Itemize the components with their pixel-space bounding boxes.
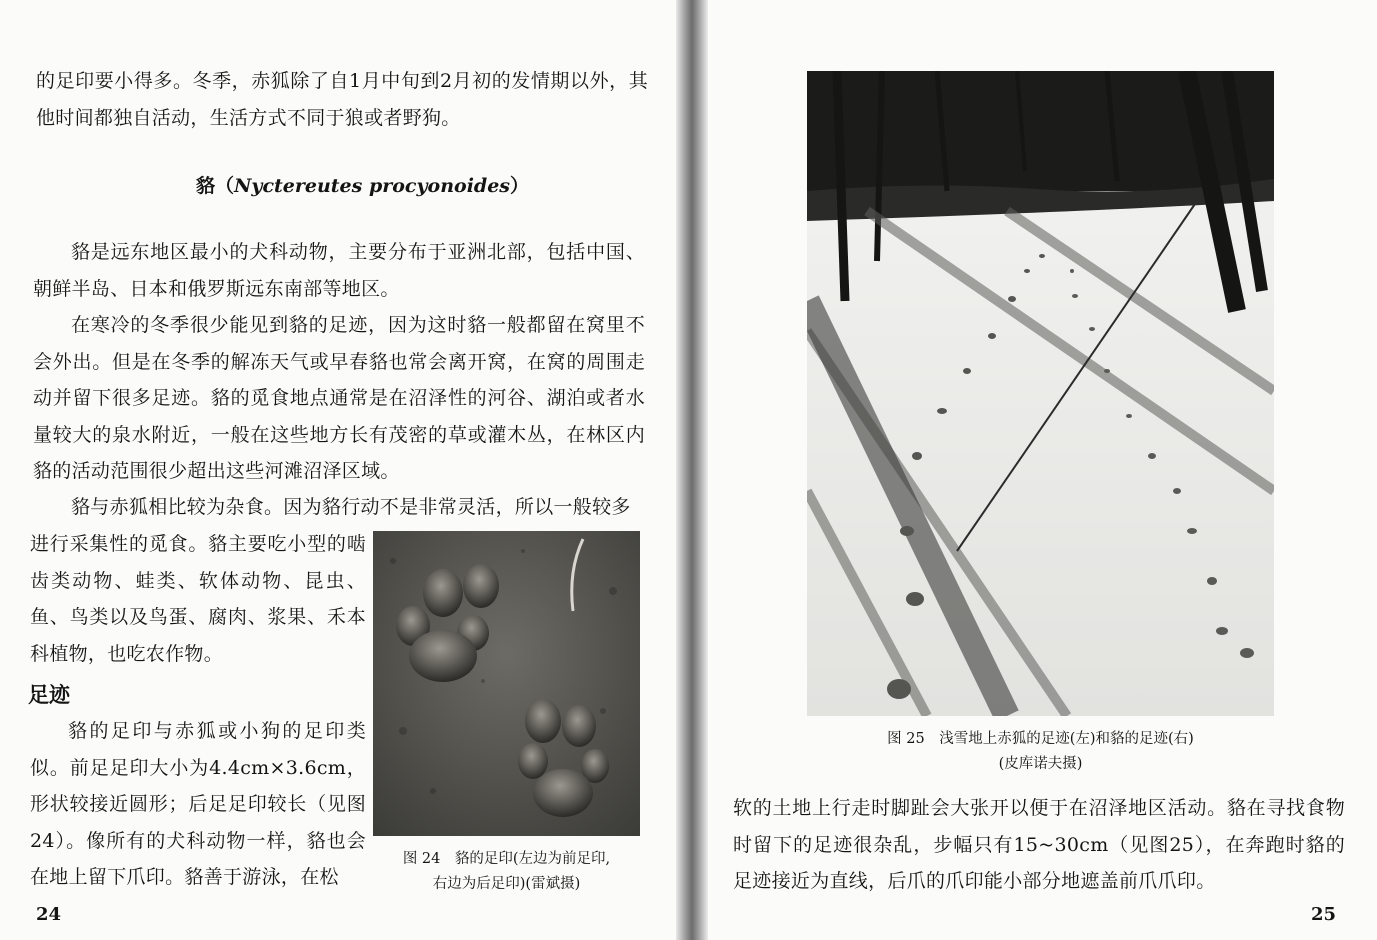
species-heading-chinese: 貉: [196, 175, 216, 197]
figure-25-image: [807, 71, 1274, 716]
figure-24-image: [373, 531, 640, 836]
figure-24-photo: [373, 531, 640, 836]
left-page: [0, 0, 676, 940]
footprint-paragraph: 貉的足印与赤狐或小狗的足印类似。前足足印大小为4.4cm×3.6cm，形状较接近圆形；后足足印较长（见图24）。像所有的犬科动物一样，貉也会在地上留下爪印。貉善于游泳，在松: [30, 720, 366, 888]
continued-paragraph: 软的土地上行走时脚趾会大张开以便于在沼泽地区活动。貉在寻找食物时留下的足迹很杂乱，步幅只有15~30cm（见图25），在奔跑时貉的足迹接近为直线，后爪的爪印能小部分地遮盖前爪爪印。: [733, 797, 1345, 892]
intro-paragraph: 的足印要小得多。冬季，赤狐除了自1月中旬到2月初的发情期以外，其他时间都独自活动，生活方式不同于狼或者野狗。: [36, 70, 648, 129]
species-heading-latin: Nyctereutes procyonoides: [234, 175, 510, 197]
habitat-paragraph: 在寒冷的冬季很少能见到貉的足迹，因为这时貉一般都留在窝里不会外出。但是在冬季的解冻天气或早春貉也常会离开窝，在窝的周围走动并留下很多足迹。貉的觅食地点通常是在沼泽性的河谷、湖泊或者水量较大的泉水附近，一般在这些地方长有茂密的草或灌木丛，在林区内貉的活动范围很少超出这些河滩沼泽区域。: [33, 314, 645, 482]
right-page: [708, 0, 1377, 940]
species-heading-paren-close: ）: [510, 175, 530, 197]
diet-paragraph-first-line: 貉与赤狐相比较为杂食。因为貉行动不是非常灵活，所以一般较多: [71, 496, 631, 518]
diet-paragraph-wrap: 进行采集性的觅食。貉主要吃小型的啮齿类动物、蛙类、软体动物、昆虫、鱼、鸟类以及鸟蛋、腐肉、浆果、禾本科植物，也吃农作物。: [30, 533, 366, 665]
figure-24-caption: [373, 847, 640, 897]
species-heading-paren-open: （: [215, 175, 235, 197]
figure-25-caption-line1: 图 25 浅雪地上赤狐的足迹(左)和貉的足迹(右): [887, 731, 1194, 747]
book-spine-gutter: [676, 0, 708, 940]
figure-25-photo: [807, 71, 1274, 716]
figure-24-caption-line2: 右边为后足印)(雷斌摄): [432, 876, 581, 892]
figure-25-caption-line2: (皮库诺夫摄): [998, 756, 1083, 772]
section-heading-footprints: 足迹: [28, 683, 70, 707]
page-number-left: 24: [36, 904, 62, 925]
distribution-paragraph: 貉是远东地区最小的犬科动物，主要分布于亚洲北部，包括中国、朝鲜半岛、日本和俄罗斯远东南部等地区。: [33, 241, 645, 300]
species-heading: [196, 171, 529, 198]
page-number-right: 25: [1311, 904, 1337, 925]
figure-24-caption-line1: 图 24 貉的足印(左边为前足印,: [402, 851, 611, 867]
figure-25-caption: [807, 727, 1274, 777]
